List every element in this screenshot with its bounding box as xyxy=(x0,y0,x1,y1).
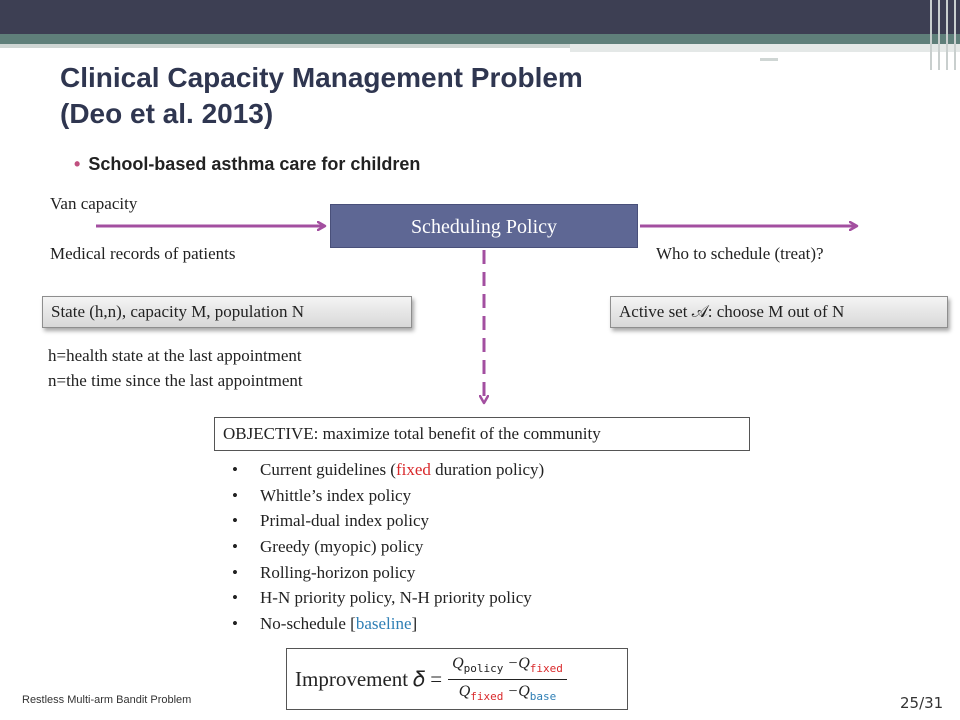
definition-n: n=the time since the last appointment xyxy=(48,371,303,390)
list-item xyxy=(232,611,544,637)
slide-title-line-1: Clinical Capacity Management Problem xyxy=(60,62,583,93)
bullet-dot: • xyxy=(232,537,238,557)
bullet-dot: • xyxy=(232,588,238,608)
objective-box: OBJECTIVE: maximize total benefit of the community xyxy=(214,417,750,451)
slide-title-line-2: (Deo et al. 2013) xyxy=(60,98,274,129)
active-set-box: Active set 𝒜: choose M out of N xyxy=(610,296,948,328)
sub-base: base xyxy=(529,689,557,703)
highlight-fixed: fixed xyxy=(395,460,431,479)
bullet-dot: • xyxy=(232,614,238,634)
bullet-dot: • xyxy=(232,511,238,531)
list-item-text: Current guidelines ( xyxy=(260,460,396,479)
state-box: State (h,n), capacity M, population N xyxy=(42,296,412,328)
formula-numerator xyxy=(448,655,567,675)
formula-fraction xyxy=(448,655,567,702)
list-item xyxy=(232,483,544,509)
sub-bullet-text: School-based asthma care for children xyxy=(88,154,421,174)
list-item-text: Primal-dual index policy xyxy=(260,511,430,531)
formula-minus: − xyxy=(503,682,519,700)
list-item xyxy=(232,585,544,611)
formula-q: Q xyxy=(458,682,471,700)
sub-fixed: fixed xyxy=(529,662,563,676)
bullet-dot: • xyxy=(232,460,238,479)
list-item-text: No-schedule [ xyxy=(260,614,356,634)
list-item-text: duration policy) xyxy=(430,460,545,479)
page-number: 25/31 xyxy=(900,694,944,712)
list-item-text: Whittle’s index policy xyxy=(260,485,412,505)
input-label-van-capacity: Van capacity xyxy=(50,194,138,213)
bullet-dot: • xyxy=(74,154,81,174)
scheduling-policy-box: Scheduling Policy xyxy=(330,204,638,248)
formula-denominator xyxy=(455,683,561,703)
improvement-formula xyxy=(286,648,628,710)
formula-q: Q xyxy=(518,682,530,700)
policy-list xyxy=(232,457,544,637)
list-item-text: H-N priority policy, N-H priority policy xyxy=(260,588,532,608)
list-item xyxy=(232,560,544,586)
definition-h: h=health state at the last appointment xyxy=(48,346,302,365)
list-item-text: ] xyxy=(411,614,418,634)
sub-policy: policy xyxy=(463,662,504,676)
sub-fixed: fixed xyxy=(470,689,504,703)
fraction-bar xyxy=(448,679,567,680)
list-item xyxy=(232,534,544,560)
highlight-baseline: baseline xyxy=(355,614,412,634)
output-label: Who to schedule (treat)? xyxy=(656,244,824,263)
bullet-dot: • xyxy=(232,562,238,582)
list-item-text: Rolling-horizon policy xyxy=(260,562,416,582)
formula-lhs: Improvement 𝛿 = xyxy=(295,666,443,691)
bullet-dot: • xyxy=(232,485,238,505)
footer-title: Restless Multi-arm Bandit Problem xyxy=(22,694,192,706)
formula-q: Q xyxy=(518,655,530,673)
formula-q: Q xyxy=(452,655,464,673)
list-item xyxy=(232,508,544,534)
list-item-text: Greedy (myopic) policy xyxy=(260,537,424,557)
list-item xyxy=(232,457,544,483)
formula-minus: − xyxy=(503,655,519,673)
input-label-medical-records: Medical records of patients xyxy=(50,244,236,263)
